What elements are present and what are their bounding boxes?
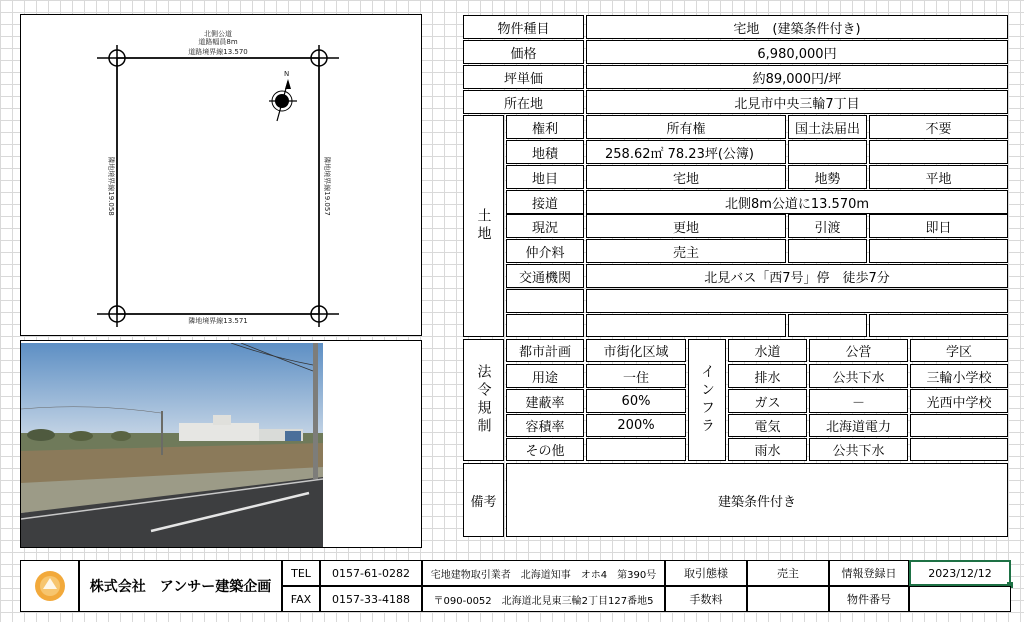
area-label: 地積 bbox=[506, 140, 584, 164]
license-text: 宅地建物取引業者 北海道知事 オホ4 第390号 bbox=[422, 560, 665, 586]
use-value: 一住 bbox=[586, 364, 686, 388]
south-boundary-label: 隣地境界線13.571 bbox=[188, 317, 248, 325]
transport-value: 北見バス「西7号」停 徒歩7分 bbox=[586, 264, 1008, 288]
land-section-text: 土地 bbox=[475, 208, 492, 244]
status-label: 現況 bbox=[506, 214, 584, 238]
transport-label: 交通機関 bbox=[506, 264, 584, 288]
site-photo bbox=[21, 343, 323, 547]
type-value: 宅地 (建築条件付き) bbox=[586, 15, 1008, 39]
fee-footer-value bbox=[747, 586, 829, 612]
number-value bbox=[909, 586, 1011, 612]
rain-value: 公共下水 bbox=[809, 438, 908, 461]
notice-value: 不要 bbox=[869, 115, 1008, 139]
gas-label: ガス bbox=[728, 389, 807, 413]
price-label: 価格 bbox=[463, 40, 584, 64]
plot-map-panel bbox=[20, 14, 422, 336]
tel-value: 0157-61-0282 bbox=[320, 560, 422, 586]
use-label: 用途 bbox=[506, 364, 584, 388]
category-label: 地目 bbox=[506, 165, 584, 189]
compass-north-label: N bbox=[284, 70, 290, 78]
east-boundary-label: 隣地境界線19.057 bbox=[323, 156, 331, 216]
school-junior: 光西中学校 bbox=[910, 389, 1008, 413]
floor-ratio-label: 容積率 bbox=[506, 414, 584, 437]
school-blank-2 bbox=[910, 438, 1008, 461]
company-logo-icon bbox=[33, 569, 67, 603]
remarks-value: 建築条件付き bbox=[506, 463, 1008, 537]
land-blank-row-2-c bbox=[869, 314, 1008, 337]
road-value: 北側8m公道に13.570m bbox=[586, 190, 1008, 214]
tsubo-value: 約89,000円/坪 bbox=[586, 65, 1008, 89]
area-blank-1 bbox=[788, 140, 867, 164]
compass-icon bbox=[269, 70, 297, 121]
price-value: 6,980,000円 bbox=[586, 40, 1008, 64]
gas-value: － bbox=[809, 389, 908, 413]
city-plan-label: 都市計画 bbox=[506, 339, 584, 362]
power-label: 電気 bbox=[728, 414, 807, 437]
drain-value: 公共下水 bbox=[809, 364, 908, 388]
water-value: 公営 bbox=[809, 339, 908, 362]
fee-blank-2 bbox=[869, 239, 1008, 263]
road-width-label: 道路幅員8m bbox=[198, 38, 238, 46]
school-elementary: 三輪小学校 bbox=[910, 364, 1008, 388]
road-label: 接道 bbox=[506, 190, 584, 214]
company-name: 株式会社 アンサー建築企画 bbox=[79, 560, 282, 612]
drain-label: 排水 bbox=[728, 364, 807, 388]
land-blank-row-2-a bbox=[586, 314, 786, 337]
rights-label: 権利 bbox=[506, 115, 584, 139]
floor-ratio-value: 200% bbox=[586, 414, 686, 437]
land-blank-row-1 bbox=[506, 289, 584, 313]
north-boundary-label: 道路境界線13.570 bbox=[188, 48, 248, 56]
reg-date-cell-selected[interactable]: 2023/12/12 bbox=[909, 560, 1011, 586]
deal-value: 売主 bbox=[747, 560, 829, 586]
logo-cell bbox=[20, 560, 79, 612]
other-label: その他 bbox=[506, 438, 584, 461]
land-blank-row-2-b bbox=[788, 314, 867, 337]
other-value bbox=[586, 438, 686, 461]
infra-section-label bbox=[688, 339, 726, 461]
notice-label: 国土法届出 bbox=[788, 115, 867, 139]
land-blank-row-2 bbox=[506, 314, 584, 337]
lot-outline bbox=[117, 58, 319, 314]
city-plan-value: 市街化区域 bbox=[586, 339, 686, 362]
fee-blank-1 bbox=[788, 239, 867, 263]
status-value: 更地 bbox=[586, 214, 786, 238]
number-label: 物件番号 bbox=[829, 586, 909, 612]
reg-date-label: 情報登録日 bbox=[829, 560, 909, 586]
rights-value: 所有権 bbox=[586, 115, 786, 139]
location-label: 所在地 bbox=[463, 90, 584, 114]
tsubo-label: 坪単価 bbox=[463, 65, 584, 89]
land-blank-row-1-value bbox=[586, 289, 1008, 313]
west-boundary-label: 隣地境界線19.058 bbox=[107, 156, 115, 216]
law-section-text: 法令規制 bbox=[475, 364, 492, 436]
water-label: 水道 bbox=[728, 339, 807, 362]
terrain-value: 平地 bbox=[869, 165, 1008, 189]
north-road-label: 北側公道 bbox=[204, 30, 232, 38]
fax-label: FAX bbox=[282, 586, 320, 612]
land-section-label bbox=[463, 115, 504, 337]
area-value: 258.62㎡ 78.23坪(公簿) bbox=[586, 140, 786, 164]
coverage-value: 60% bbox=[586, 389, 686, 413]
terrain-label: 地勢 bbox=[788, 165, 867, 189]
fee-label: 仲介料 bbox=[506, 239, 584, 263]
school-label: 学区 bbox=[910, 339, 1008, 362]
fee-value: 売主 bbox=[586, 239, 786, 263]
infra-section-text: インフラ bbox=[699, 364, 715, 436]
rain-label: 雨水 bbox=[728, 438, 807, 461]
type-label: 物件種目 bbox=[463, 15, 584, 39]
fee-footer-label: 手数料 bbox=[665, 586, 747, 612]
deal-label: 取引態様 bbox=[665, 560, 747, 586]
delivery-label: 引渡 bbox=[788, 214, 867, 238]
category-value: 宅地 bbox=[586, 165, 786, 189]
law-section-label bbox=[463, 339, 504, 461]
area-blank-2 bbox=[869, 140, 1008, 164]
location-value: 北見市中央三輪7丁目 bbox=[586, 90, 1008, 114]
remarks-label: 備考 bbox=[463, 463, 504, 537]
plot-diagram bbox=[21, 15, 421, 335]
photo-panel bbox=[20, 340, 422, 548]
tel-label: TEL bbox=[282, 560, 320, 586]
coverage-label: 建蔽率 bbox=[506, 389, 584, 413]
fax-value: 0157-33-4188 bbox=[320, 586, 422, 612]
delivery-value: 即日 bbox=[869, 214, 1008, 238]
school-blank-1 bbox=[910, 414, 1008, 437]
address-text: 〒090-0052 北海道北見東三輪2丁目127番地5 bbox=[422, 586, 665, 612]
power-value: 北海道電力 bbox=[809, 414, 908, 437]
